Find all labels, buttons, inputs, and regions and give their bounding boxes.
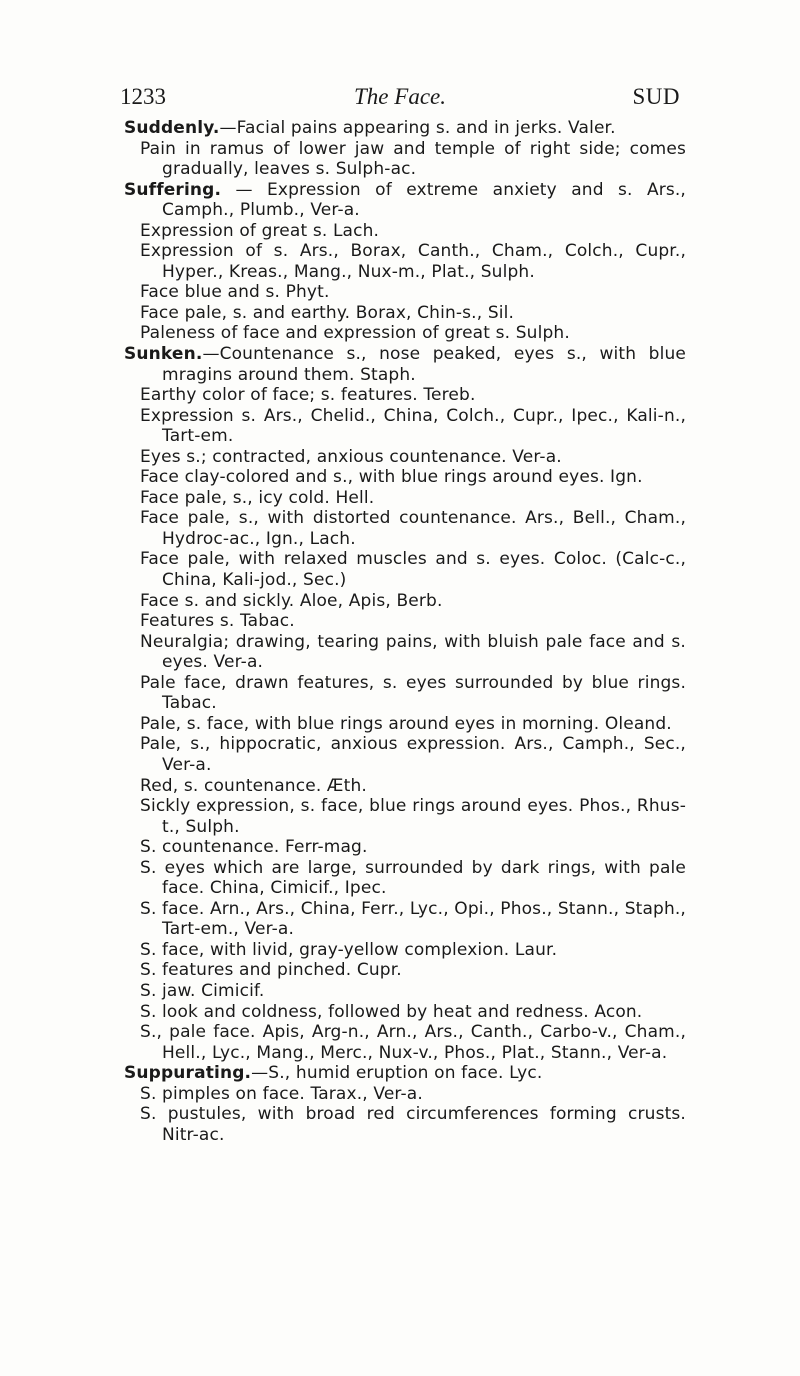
entry-text: Face pale, s., with distorted countenance. Ars., Bell., Cham., Hydroc-ac., Ign., Lach. <box>140 508 686 549</box>
entry-text: Face pale, s. and earthy. Borax, Chin-s., Sil. <box>140 302 515 323</box>
sub-entry <box>124 221 686 242</box>
entry-text: S. jaw. Cimicif. <box>140 980 265 1001</box>
sub-entry <box>124 508 686 549</box>
sub-entry <box>124 447 686 468</box>
entry-text: Sickly expression, s. face, blue rings around eyes. Phos., Rhus-t., Sulph. <box>140 796 686 837</box>
sub-entry <box>124 1022 686 1063</box>
entry-text: Expression of s. Ars., Borax, Canth., Cham., Colch., Cupr., Hyper., Kreas., Mang., Nux-m., Plat., Sulph. <box>140 241 686 282</box>
entry-text: Expression of great s. Lach. <box>140 220 380 241</box>
entry-text: Earthy color of face; s. features. Tereb. <box>140 385 476 406</box>
entry-text: S. pustules, with broad red circumferences forming crusts. Nitr-ac. <box>140 1104 686 1145</box>
entry-text: —Facial pains appearing s. and in jerks. Valer. <box>219 118 616 138</box>
sub-entry <box>124 858 686 899</box>
sub-entry <box>124 734 686 775</box>
entry-text: Expression s. Ars., Chelid., China, Colch., Cupr., Ipec., Kali-n., Tart-em. <box>140 405 686 447</box>
entry-text: Pale, s. face, with blue rings around eyes in morning. Oleand. <box>140 713 672 734</box>
sub-entry <box>124 1002 686 1023</box>
rubric-heading: Suffering. <box>124 179 222 200</box>
entry-text: Face s. and sickly. Aloe, Apis, Berb. <box>140 590 443 611</box>
sub-entry <box>124 1104 686 1145</box>
entry-text: S. face. Arn., Ars., China, Ferr., Lyc., Opi., Phos., Stann., Staph., Tart-em., Ver-a. <box>140 898 686 940</box>
sub-entry <box>124 488 686 509</box>
rubric-heading: Suppurating. <box>124 1063 252 1084</box>
sub-entry <box>124 632 686 673</box>
section-abbreviation: SUD <box>632 84 680 109</box>
sub-entry <box>124 611 686 632</box>
sub-entry <box>124 303 686 324</box>
entry-text: S. look and coldness, followed by heat and redness. Acon. <box>140 1001 643 1022</box>
sub-entry <box>124 981 686 1002</box>
entry-text: S. pimples on face. Tarax., Ver-a. <box>140 1083 423 1104</box>
sub-entry <box>124 467 686 488</box>
entry-text: S. countenance. Ferr-mag. <box>140 837 368 858</box>
rubric-heading: Suddenly. <box>124 118 220 138</box>
entry-text: Paleness of face and expression of great s. Sulph. <box>140 323 570 344</box>
entry-text: S. features and pinched. Cupr. <box>140 960 402 981</box>
entry-text: S., pale face. Apis, Arg-n., Arn., Ars., Canth., Carbo-v., Cham., Hell., Lyc., Mang., Merc., Nux-v., Phos., Plat., Stann., Ver-a. <box>140 1022 686 1063</box>
entry-text: Pain in ramus of lower jaw and temple of right side; comes gradually, leaves s. Sulph-ac. <box>140 138 686 180</box>
sub-entry <box>124 940 686 961</box>
sub-entry <box>124 673 686 714</box>
entry-text: —S., humid eruption on face. Lyc. <box>251 1063 543 1084</box>
rubric-heading: Sunken. <box>124 344 203 365</box>
sub-entry <box>124 1084 686 1105</box>
sub-entry <box>124 282 686 303</box>
sub-entry <box>124 406 686 447</box>
sub-entry <box>124 960 686 981</box>
sub-entry <box>124 714 686 735</box>
entry-text: Face pale, s., icy cold. Hell. <box>140 487 375 508</box>
rubric-entry <box>124 1063 686 1084</box>
entry-text: Pale, s., hippocratic, anxious expression. Ars., Camph., Sec., Ver-a. <box>140 734 686 775</box>
entry-text: Face blue and s. Phyt. <box>140 282 330 303</box>
sub-entry <box>124 591 686 612</box>
repertory-text <box>124 118 686 1145</box>
entry-text: Face pale, with relaxed muscles and s. eyes. Coloc. (Calc-c., China, Kali-jod., Sec.) <box>140 549 686 591</box>
entry-text: S. eyes which are large, surrounded by dark rings, with pale face. China, Cimicif., Ipec. <box>140 857 686 899</box>
entry-text: Features s. Tabac. <box>140 611 295 632</box>
sub-entry <box>124 241 686 282</box>
entry-text: Neuralgia; drawing, tearing pains, with bluish pale face and s. eyes. Ver-a. <box>140 631 686 673</box>
entry-text: Face clay-colored and s., with blue rings around eyes. Ign. <box>140 467 643 488</box>
rubric-entry <box>124 344 686 385</box>
sub-entry <box>124 796 686 837</box>
sub-entry <box>124 323 686 344</box>
page-number: 1233 <box>120 84 166 109</box>
entry-text: Eyes s.; contracted, anxious countenance. Ver-a. <box>140 446 562 467</box>
entry-text: — Expression of extreme anxiety and s. Ars., Camph., Plumb., Ver-a. <box>162 179 686 221</box>
rubric-entry <box>124 118 686 139</box>
entry-text: —Countenance s., nose peaked, eyes s., with blue mragins around them. Staph. <box>162 344 686 385</box>
sub-entry <box>124 776 686 797</box>
sub-entry <box>124 837 686 858</box>
page-header <box>120 84 680 114</box>
running-title: The Face. <box>354 84 446 109</box>
sub-entry <box>124 899 686 940</box>
entry-text: S. face, with livid, gray-yellow complexion. Laur. <box>140 939 558 960</box>
entry-text: Pale face, drawn features, s. eyes surrounded by blue rings. Tabac. <box>140 672 686 714</box>
rubric-entry <box>124 180 686 221</box>
entry-text: Red, s. countenance. Æth. <box>140 775 367 796</box>
sub-entry <box>124 549 686 590</box>
sub-entry <box>124 139 686 180</box>
sub-entry <box>124 385 686 406</box>
